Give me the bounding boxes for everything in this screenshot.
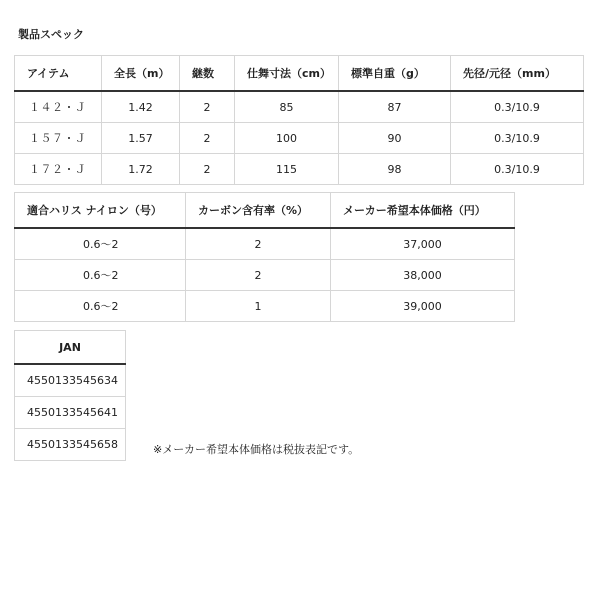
- table-row: [15, 429, 126, 461]
- table-row: [15, 397, 126, 429]
- cell-item: １４２・Ｊ: [15, 91, 102, 123]
- cell-weight: 90: [339, 123, 451, 154]
- cell-closed-length: 100: [235, 123, 339, 154]
- cell-diameter: 0.3/10.9: [451, 154, 584, 185]
- jan-table: [14, 330, 126, 461]
- cell-jan-code: 4550133545641: [15, 397, 126, 429]
- table-row: [15, 123, 584, 154]
- header-jan: JAN: [15, 331, 126, 365]
- header-weight: 標準自重（g）: [339, 56, 451, 92]
- jan-header-row: [15, 331, 126, 365]
- cell-price: 39,000: [331, 291, 515, 322]
- cell-jan-code: 4550133545634: [15, 364, 126, 397]
- cell-jan-code: 4550133545658: [15, 429, 126, 461]
- cell-line-nylon: 0.6～2: [15, 228, 186, 260]
- cell-line-nylon: 0.6～2: [15, 260, 186, 291]
- header-diameter: 先径/元径（mm）: [451, 56, 584, 92]
- spec-header-row: [15, 56, 584, 92]
- cell-carbon-rate: 1: [186, 291, 331, 322]
- cell-length: 1.42: [102, 91, 180, 123]
- cell-weight: 87: [339, 91, 451, 123]
- cell-price: 38,000: [331, 260, 515, 291]
- cell-closed-length: 85: [235, 91, 339, 123]
- cell-length: 1.57: [102, 123, 180, 154]
- cell-sections: 2: [180, 154, 235, 185]
- line-header-row: [15, 193, 515, 229]
- table-row: [15, 291, 515, 322]
- cell-diameter: 0.3/10.9: [451, 91, 584, 123]
- cell-item: １７２・Ｊ: [15, 154, 102, 185]
- header-length: 全長（m）: [102, 56, 180, 92]
- header-price: メーカー希望本体価格（円）: [331, 193, 515, 229]
- price-note: ※メーカー希望本体価格は税抜表記です。: [153, 443, 360, 456]
- table-row: [15, 260, 515, 291]
- cell-price: 37,000: [331, 228, 515, 260]
- header-closed-length: 仕舞寸法（cm）: [235, 56, 339, 92]
- header-line-nylon: 適合ハリス ナイロン（号）: [15, 193, 186, 229]
- cell-carbon-rate: 2: [186, 228, 331, 260]
- cell-carbon-rate: 2: [186, 260, 331, 291]
- cell-item: １５７・Ｊ: [15, 123, 102, 154]
- table-row: [15, 154, 584, 185]
- page-title: 製品スペック: [18, 28, 84, 41]
- table-row: [15, 228, 515, 260]
- header-sections: 継数: [180, 56, 235, 92]
- line-price-table: [14, 192, 515, 322]
- cell-closed-length: 115: [235, 154, 339, 185]
- cell-line-nylon: 0.6～2: [15, 291, 186, 322]
- table-row: [15, 91, 584, 123]
- cell-sections: 2: [180, 123, 235, 154]
- cell-length: 1.72: [102, 154, 180, 185]
- cell-weight: 98: [339, 154, 451, 185]
- spec-table: [14, 55, 584, 185]
- header-carbon-rate: カーボン含有率（%）: [186, 193, 331, 229]
- cell-sections: 2: [180, 91, 235, 123]
- cell-diameter: 0.3/10.9: [451, 123, 584, 154]
- table-row: [15, 364, 126, 397]
- header-item: アイテム: [15, 56, 102, 92]
